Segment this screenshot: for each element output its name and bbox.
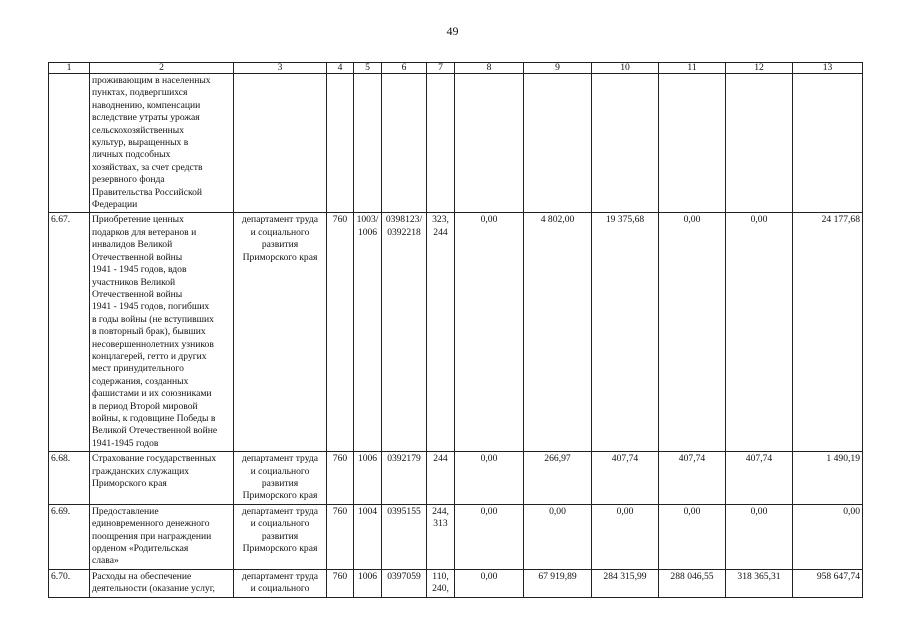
- executor: [234, 74, 327, 213]
- code-expense-type: 244: [427, 452, 455, 505]
- amount-col-8: 0,00: [455, 452, 524, 505]
- amount-total: 24 177,68: [793, 213, 863, 452]
- amount-col-10: [592, 74, 659, 213]
- amount-col-12: 407,74: [726, 452, 793, 505]
- code-ministry: [327, 74, 354, 213]
- page-number: 49: [446, 24, 459, 38]
- column-header: 2: [90, 63, 234, 74]
- amount-col-9: 4 802,00: [524, 213, 592, 452]
- code-section: 1006: [354, 452, 382, 505]
- amount-total: 0,00: [793, 504, 863, 569]
- amount-col-11: 288 046,55: [659, 569, 726, 597]
- amount-col-8: 0,00: [455, 569, 524, 597]
- amount-total: 958 647,74: [793, 569, 863, 597]
- amount-col-9: [524, 74, 592, 213]
- column-header: 10: [592, 63, 659, 74]
- row-number: 6.70.: [49, 569, 90, 597]
- amount-total: [793, 74, 863, 213]
- measure-name: Приобретение ценных подарков для ветеранов и инвалидов Великой Отечественной войны 1941 - 1945 годов, вдов участников Великой Отечественной войны 1941 - 1945 годов, погибших в годы войны (не вступивших в повторный брак), бывших несовершеннолетних узников концлагерей, гетто и других мест принудительного содержания, созданных фашистами и их союзниками в период Второй мировой войны, к годовщине Победы в Великой Отечественной войне 1941-1945 годов: [90, 213, 234, 452]
- measure-name: Расходы на обеспечение деятельности (оказание услуг,: [90, 569, 234, 597]
- code-target: [382, 74, 427, 213]
- column-header: 12: [726, 63, 793, 74]
- measure-name: проживающим в населенных пунктах, подвергшихся наводнению, компенсации вследствие утраты урожая сельскохозяйственных культур, выращенных в личных подсобных хозяйствах, за счет средств резервного фонда Правительства Российской Федерации: [90, 74, 234, 213]
- executor: департамент труда и социального развития Приморского края: [234, 213, 327, 452]
- column-header: 13: [793, 63, 863, 74]
- amount-col-11: 0,00: [659, 213, 726, 452]
- amount-col-9: 0,00: [524, 504, 592, 569]
- column-header: 4: [327, 63, 354, 74]
- column-number-row: [49, 63, 863, 74]
- code-section: 1003/ 1006: [354, 213, 382, 452]
- code-section: [354, 74, 382, 213]
- row-number: [49, 74, 90, 213]
- code-expense-type: 110, 240,: [427, 569, 455, 597]
- amount-col-10: 19 375,68: [592, 213, 659, 452]
- executor: департамент труда и социального развития Приморского края: [234, 504, 327, 569]
- code-target: 0397059: [382, 569, 427, 597]
- code-expense-type: 323, 244: [427, 213, 455, 452]
- row-number: 6.67.: [49, 213, 90, 452]
- code-target: 0392179: [382, 452, 427, 505]
- table-row: [49, 504, 863, 569]
- amount-col-8: 0,00: [455, 213, 524, 452]
- column-header: 8: [455, 63, 524, 74]
- code-expense-type: [427, 74, 455, 213]
- amount-col-10: 284 315,99: [592, 569, 659, 597]
- table-row: [49, 569, 863, 597]
- code-section: 1004: [354, 504, 382, 569]
- row-number: 6.68.: [49, 452, 90, 505]
- measure-name: Предоставление единовременного денежного поощрения при награждении орденом «Родительская слава»: [90, 504, 234, 569]
- amount-total: 1 490,19: [793, 452, 863, 505]
- column-header: 7: [427, 63, 455, 74]
- column-header: 5: [354, 63, 382, 74]
- table-row: [49, 213, 863, 452]
- amount-col-12: 0,00: [726, 213, 793, 452]
- budget-table: [48, 62, 863, 598]
- amount-col-8: [455, 74, 524, 213]
- amount-col-10: 0,00: [592, 504, 659, 569]
- executor: департамент труда и социального: [234, 569, 327, 597]
- row-number: 6.69.: [49, 504, 90, 569]
- column-header: 11: [659, 63, 726, 74]
- code-ministry: 760: [327, 504, 354, 569]
- column-header: 3: [234, 63, 327, 74]
- code-ministry: 760: [327, 452, 354, 505]
- executor: департамент труда и социального развития Приморского края: [234, 452, 327, 505]
- code-section: 1006: [354, 569, 382, 597]
- code-target: 0398123/ 0392218: [382, 213, 427, 452]
- code-ministry: 760: [327, 569, 354, 597]
- amount-col-9: 266,97: [524, 452, 592, 505]
- column-header: 6: [382, 63, 427, 74]
- amount-col-11: [659, 74, 726, 213]
- code-target: 0395155: [382, 504, 427, 569]
- amount-col-8: 0,00: [455, 504, 524, 569]
- amount-col-12: [726, 74, 793, 213]
- amount-col-12: 318 365,31: [726, 569, 793, 597]
- amount-col-9: 67 919,89: [524, 569, 592, 597]
- column-header: 9: [524, 63, 592, 74]
- amount-col-10: 407,74: [592, 452, 659, 505]
- amount-col-12: 0,00: [726, 504, 793, 569]
- table-row: [49, 74, 863, 213]
- code-expense-type: 244, 313: [427, 504, 455, 569]
- amount-col-11: 0,00: [659, 504, 726, 569]
- table-row: [49, 452, 863, 505]
- measure-name: Страхование государственных гражданских служащих Приморского края: [90, 452, 234, 505]
- code-ministry: 760: [327, 213, 354, 452]
- amount-col-11: 407,74: [659, 452, 726, 505]
- column-header: 1: [49, 63, 90, 74]
